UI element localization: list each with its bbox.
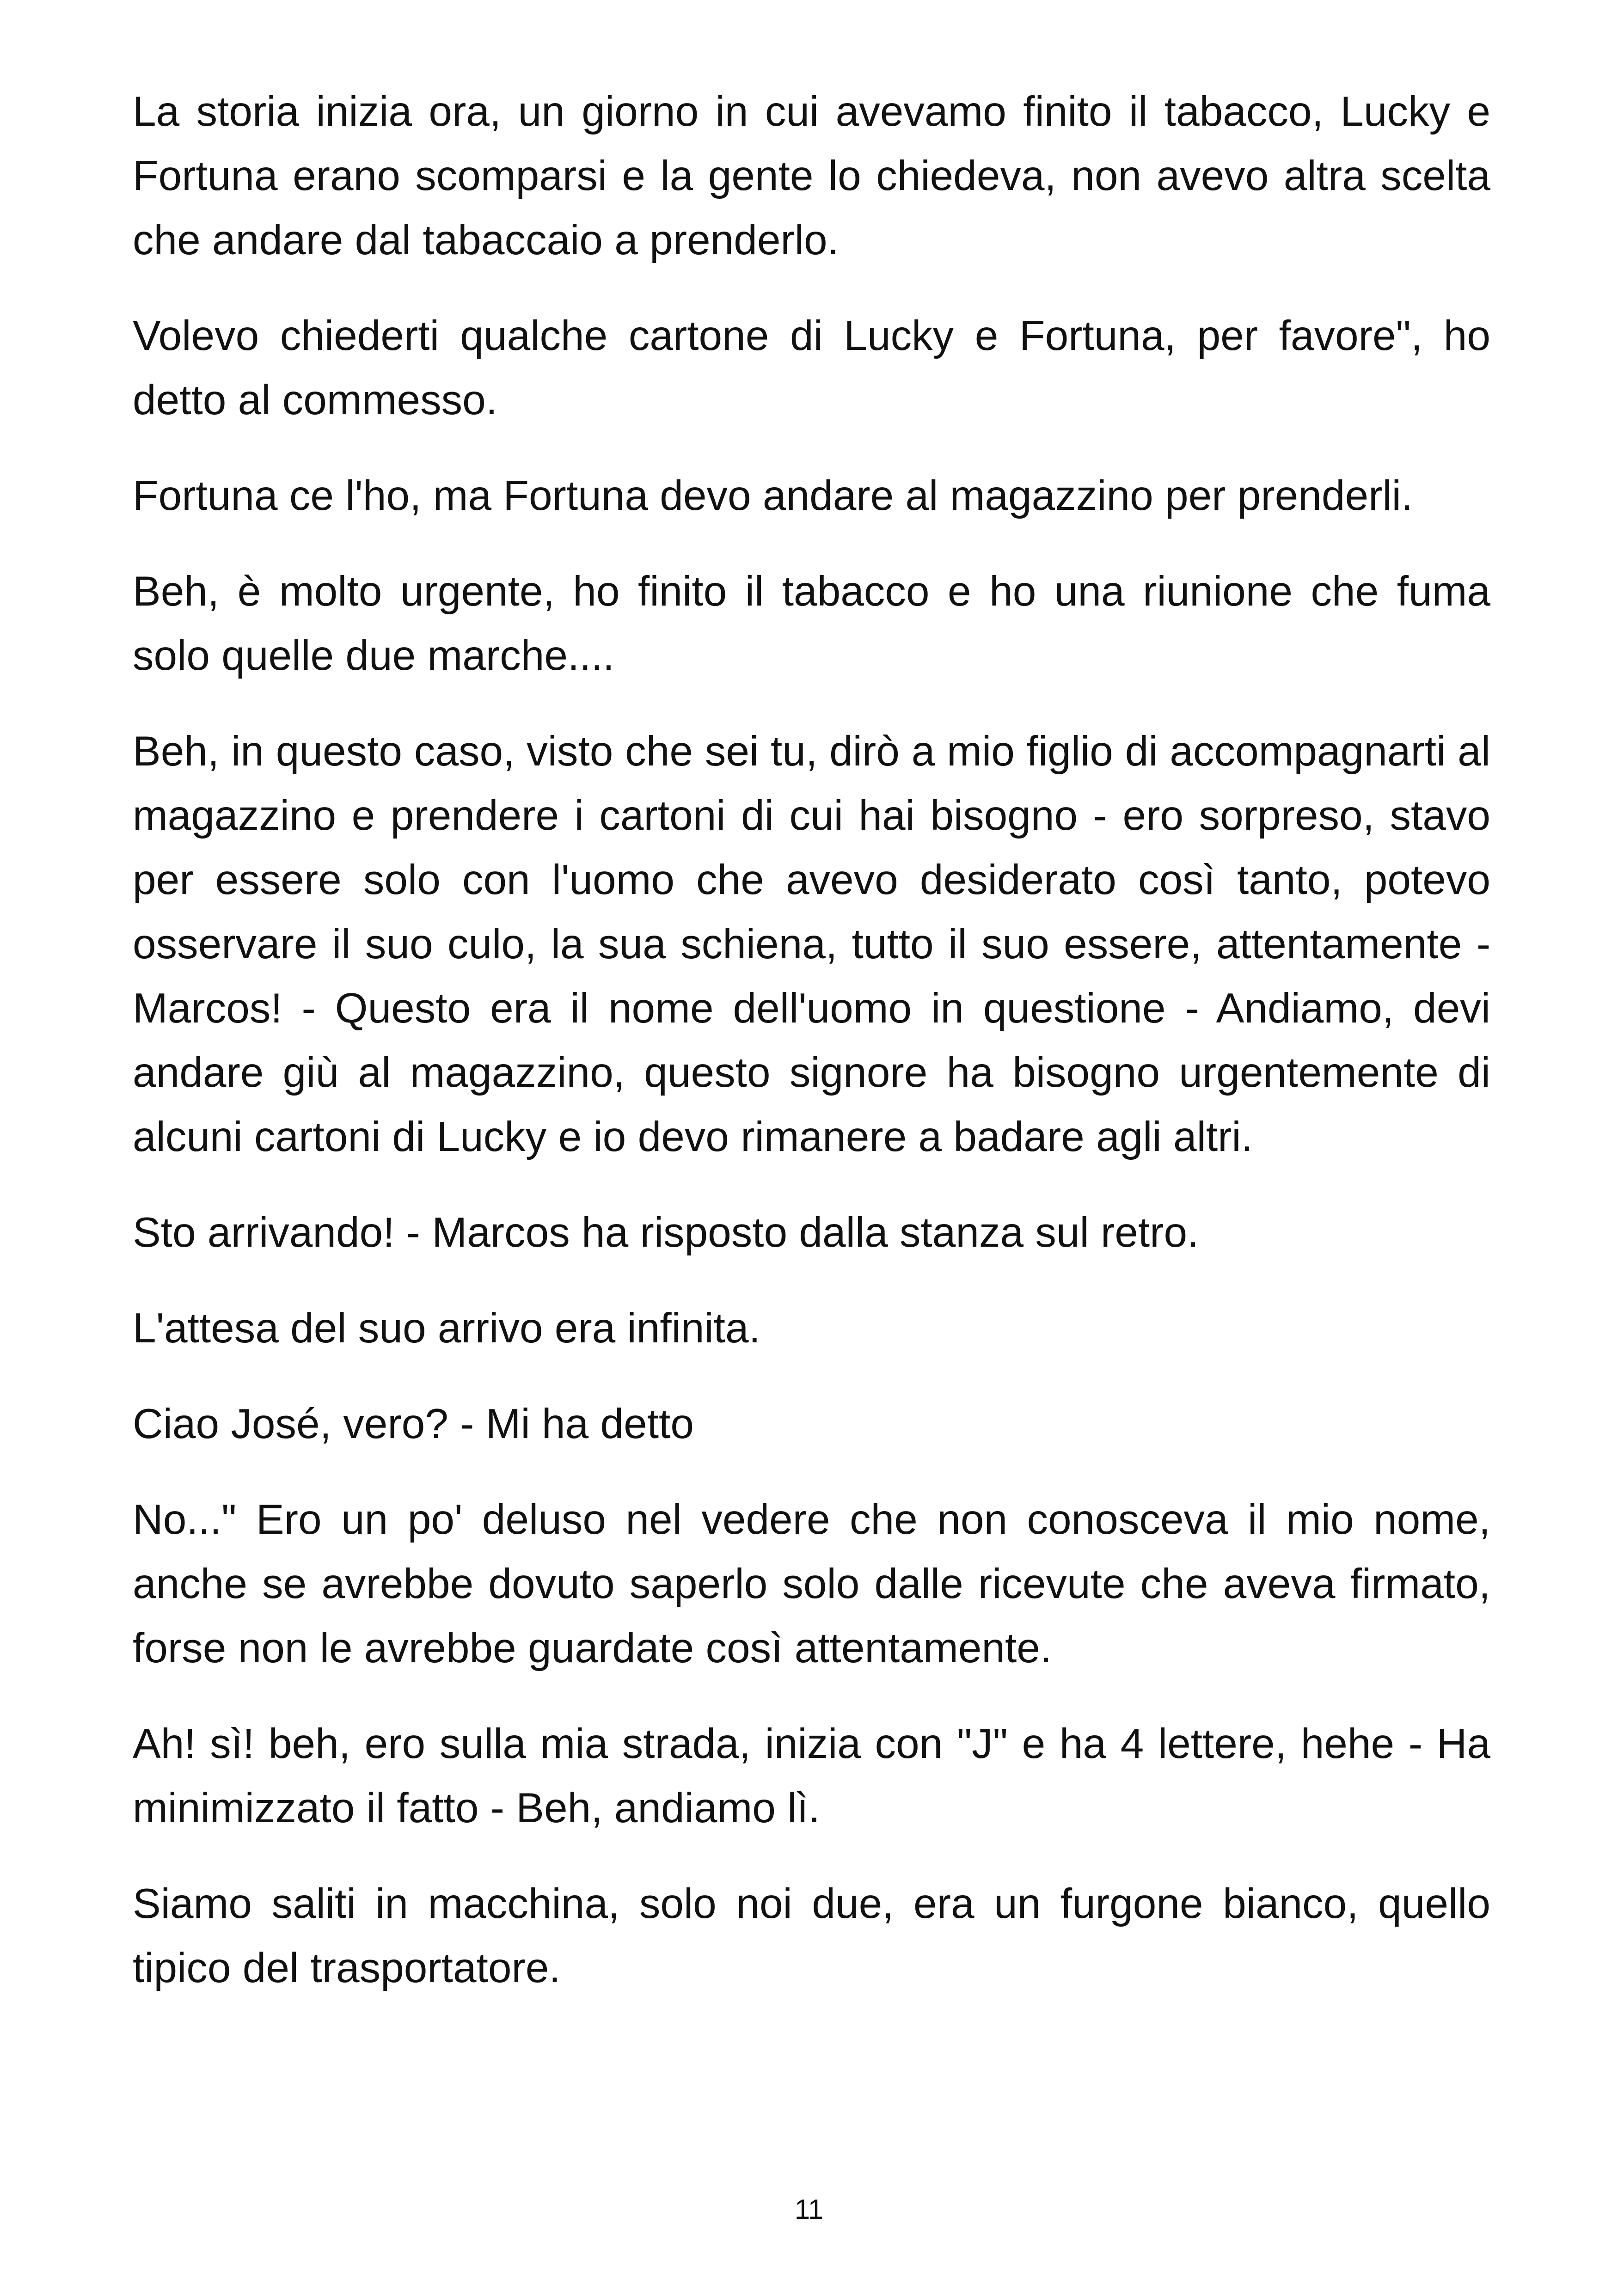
paragraph: Siamo saliti in macchina, solo noi due, era un furgone bianco, quello tipico del trasportatore. — [133, 1880, 1490, 1991]
paragraph: L'attesa del suo arrivo era infinita. — [133, 1305, 760, 1352]
paragraph: Beh, in questo caso, visto che sei tu, dirò a mio figlio di accompagnarti al magazzino e prendere i cartoni di cui hai bisogno - ero sorpreso, stavo per essere solo con l'uomo che avevo desiderato così tanto, potevo osservare il suo culo, la sua schiena, tutto il suo essere, attentamente - Marcos! - Questo era il nome dell'uomo in questione - Andiamo, devi andare giù al magazzino, questo signore ha bisogno urgentemente di alcuni cartoni di Lucky e io devo rimanere a badare agli altri. — [133, 728, 1490, 1160]
paragraph: Fortuna ce l'ho, ma Fortuna devo andare al magazzino per prenderli. — [133, 472, 1413, 519]
paragraph: Volevo chiederti qualche cartone di Lucky e Fortuna, per favore", ho detto al commesso. — [133, 312, 1490, 423]
paragraph: Sto arrivando! - Marcos ha risposto dalla stanza sul retro. — [133, 1209, 1199, 1256]
body-text — [133, 80, 1490, 2032]
paragraph: Ciao José, vero? - Mi ha detto — [133, 1401, 694, 1447]
paragraph: Beh, è molto urgente, ho finito il tabacco e ho una riunione che fuma solo quelle due marche.... — [133, 568, 1490, 679]
paragraph: Ah! sì! beh, ero sulla mia strada, inizia con "J" e ha 4 lettere, hehe - Ha minimizzato il fatto - Beh, andiamo lì. — [133, 1720, 1490, 1831]
paragraph: No..." Ero un po' deluso nel vedere che non conosceva il mio nome, anche se avrebbe dovuto saperlo solo dalle ricevute che aveva firmato, forse non le avrebbe guardate così attentamente. — [133, 1496, 1490, 1671]
paragraph: La storia inizia ora, un giorno in cui avevamo finito il tabacco, Lucky e Fortuna erano scomparsi e la gente lo chiedeva, non avevo altra scelta che andare dal tabaccaio a prenderlo. — [133, 88, 1490, 263]
page-number: 11 — [794, 2194, 824, 2225]
